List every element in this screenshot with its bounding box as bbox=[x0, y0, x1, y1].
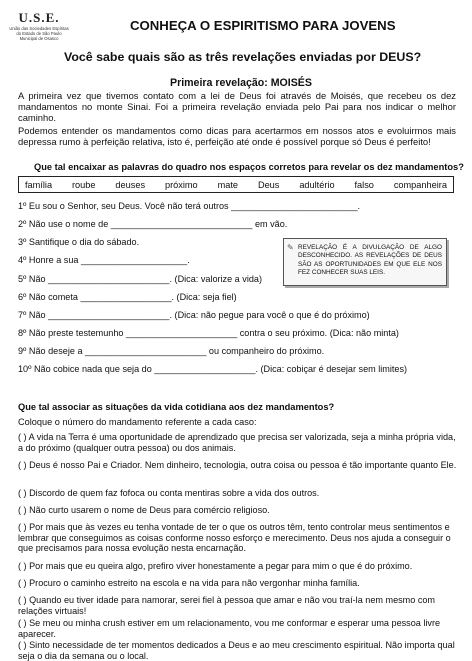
word-bank-item: companheira bbox=[393, 179, 447, 190]
commandment-line-4[interactable]: 4º Honre a sua _____________________. bbox=[18, 255, 190, 265]
logo-line-3: Municipal de Osasco bbox=[19, 36, 59, 41]
use-logo bbox=[8, 10, 70, 41]
word-bank-item: deuses bbox=[115, 179, 146, 190]
logo-line-2: do Estado de São Paulo bbox=[16, 31, 62, 36]
revelation-note-text: REVELAÇÃO É A DIVULGAÇÃO DE ALGO DESCONHECIDO. AS REVELAÇÕES DE DEUS SÃO AS OPORTUNIDADES EM QUE ELE NOS FEZ CONHECER SUAS LEIS. bbox=[298, 244, 442, 277]
situation-item-6[interactable]: ( ) Por mais que eu queira algo, prefiro viver honestamente a pegar para mim o que é do próximo. bbox=[18, 561, 413, 571]
word-bank-item: próximo bbox=[164, 179, 198, 190]
logo-line-1: União das Sociedades Espíritas bbox=[9, 26, 69, 31]
commandment-line-6[interactable]: 6º Não cometa __________________. (Dica: seja fiel) bbox=[18, 292, 237, 302]
situation-item-5[interactable]: ( ) Por mais que às vezes eu tenha vontade de ter o que os outros têm, tento controlar meus sentimentos e lembrar que conseguimos as coisas conforme nosso esforço e merecimento. Deus nos ajuda a conseguir o que precisamos para nossa evolução nesta encarnação. bbox=[18, 522, 451, 554]
scroll-icon: ✎ bbox=[287, 243, 294, 252]
commandment-line-7[interactable]: 7º Não ________________________. (Dica: não pegue para você o que é do próximo) bbox=[18, 310, 370, 320]
situation-item-4[interactable]: ( ) Não curto usarem o nome de Deus para comércio religioso. bbox=[18, 505, 270, 515]
word-bank-item: mate bbox=[217, 179, 239, 190]
commandment-line-2[interactable]: 2º Não use o nome de ____________________________ em vão. bbox=[18, 219, 288, 229]
commandment-line-10[interactable]: 10º Não cobice nada que seja do ____________________. (Dica: cobiçar é desejar sem limites) bbox=[18, 364, 408, 374]
word-bank-item: falso bbox=[354, 179, 374, 190]
word-bank bbox=[18, 176, 454, 193]
exercise2-instruction: Coloque o número do mandamento referente a cada caso: bbox=[18, 417, 257, 427]
situation-item-2[interactable]: ( ) Deus é nosso Pai e Criador. Nem dinheiro, tecnologia, outra coisa ou pessoa é tão importante quanto Ele. bbox=[18, 460, 457, 470]
commandment-line-1[interactable]: 1º Eu sou o Senhor, seu Deus. Você não terá outros _________________________. bbox=[18, 201, 361, 211]
word-bank-item: família bbox=[25, 179, 53, 190]
intro-paragraph-1: A primeira vez que tivemos contato com a lei de Deus foi através de Moisés, que recebeu os dez mandamentos no monte Sinai. Foi a primeira revelação enviada pelo Pai para nos indicar o melhor caminho. bbox=[18, 90, 456, 124]
word-bank-item: roube bbox=[71, 179, 96, 190]
page-title: CONHEÇA O ESPIRITISMO PARA JOVENS bbox=[130, 18, 396, 33]
word-bank-item: Deus bbox=[257, 179, 280, 190]
exercise2-question: Que tal associar as situações da vida cotidiana aos dez mandamentos? bbox=[18, 402, 335, 412]
commandment-line-5[interactable]: 5º Não ________________________. (Dica: valorize a vida) bbox=[18, 274, 262, 284]
page-subtitle: Você sabe quais são as três revelações enviadas por DEUS? bbox=[64, 50, 422, 64]
logo-mark: U.S.E. bbox=[18, 10, 60, 25]
situation-item-8[interactable]: ( ) Quando eu tiver idade para namorar, serei fiel à pessoa que amar e não vou traí-la nem mesmo com relações virtuais! bbox=[18, 595, 436, 616]
intro-paragraph-2: Podemos entender os mandamentos como dicas para acertarmos em nossos atos e evoluirmos mais depressa rumo à perfeição relativa, isto é, perfeição até onde é possível porque só Deus é perfeito! bbox=[18, 125, 456, 148]
commandment-line-9[interactable]: 9º Não deseje a ________________________ ou companheiro do próximo. bbox=[18, 346, 325, 356]
situation-item-1[interactable]: ( ) A vida na Terra é uma oportunidade de aprendizado que precisa ser valorizada, seja a minha própria vida, a do próximo (qualquer outra pessoa) ou dos animais. bbox=[18, 432, 456, 453]
situation-item-10[interactable]: ( ) Sinto necessidade de ter momentos dedicados a Deus e ao meu crescimento espiritual. Não importa qual seja o dia da semana ou o local. bbox=[18, 640, 455, 661]
commandment-line-3: 3º Santifique o dia do sábado. bbox=[18, 237, 140, 247]
commandment-line-8[interactable]: 8º Não preste testemunho ______________________ contra o seu próximo. (Dica: não minta) bbox=[18, 328, 399, 338]
word-bank-item: adultério bbox=[299, 179, 335, 190]
situation-item-3[interactable]: ( ) Discordo de quem faz fofoca ou conta mentiras sobre a vida dos outros. bbox=[18, 488, 320, 498]
revelation-note-box bbox=[283, 238, 447, 286]
exercise1-question: Que tal encaixar as palavras do quadro nos espaços corretos para revelar os dez mandamentos? bbox=[34, 162, 464, 172]
section-heading: Primeira revelação: MOISÉS bbox=[170, 77, 312, 89]
situation-item-9[interactable]: ( ) Se meu ou minha crush estiver em um relacionamento, vou me conformar e esperar uma pessoa livre aparecer. bbox=[18, 618, 441, 639]
situation-item-7[interactable]: ( ) Procuro o caminho estreito na escola e na vida para não vergonhar minha família. bbox=[18, 578, 360, 588]
